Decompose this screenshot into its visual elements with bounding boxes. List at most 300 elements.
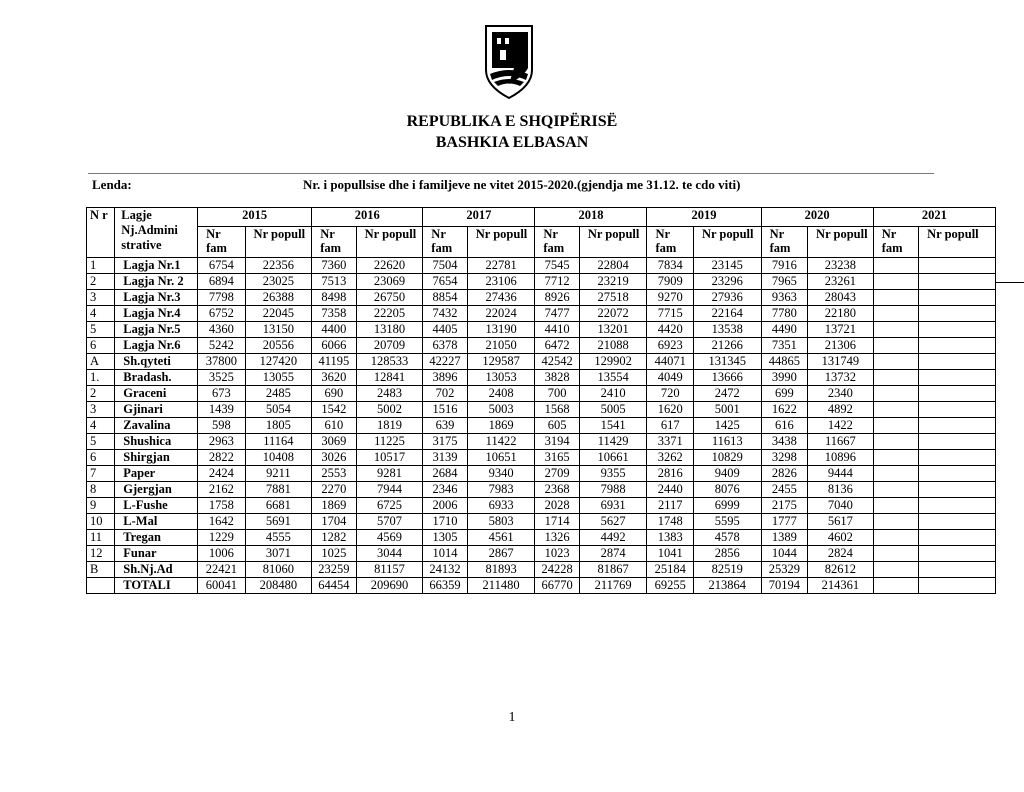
- table-row: [87, 546, 996, 562]
- cell-population: [919, 338, 996, 354]
- cell-families: 7545: [535, 258, 579, 274]
- cell-families: 7477: [535, 306, 579, 322]
- cell-families: 2424: [198, 466, 245, 482]
- header-divider: [88, 173, 934, 174]
- table-row: [87, 450, 996, 466]
- cell-population: [919, 562, 996, 578]
- cell-families: 7798: [198, 290, 245, 306]
- cell-families: 673: [198, 386, 245, 402]
- cell-population: 8136: [808, 482, 874, 498]
- cell-families: 2175: [761, 498, 807, 514]
- table-row: [87, 354, 996, 370]
- cell-population: 22164: [693, 306, 761, 322]
- cell-families: 42227: [423, 354, 467, 370]
- cell-families: 7712: [535, 274, 579, 290]
- cell-population: 6999: [693, 498, 761, 514]
- cell-families: 1748: [647, 514, 693, 530]
- cell-families: 1542: [312, 402, 356, 418]
- cell-population: 4602: [808, 530, 874, 546]
- row-index: 3: [87, 402, 115, 418]
- cell-population: 22205: [356, 306, 423, 322]
- cell-population: 214361: [808, 578, 874, 594]
- cell-families: 3069: [312, 434, 356, 450]
- cell-population: 128533: [356, 354, 423, 370]
- cell-population: 7040: [808, 498, 874, 514]
- row-index: 1.: [87, 370, 115, 386]
- cell-families: 4420: [647, 322, 693, 338]
- cell-families: 6066: [312, 338, 356, 354]
- cell-population: [919, 450, 996, 466]
- cell-families: 2553: [312, 466, 356, 482]
- cell-population: 5002: [356, 402, 423, 418]
- cell-population: 22620: [356, 258, 423, 274]
- subheader-popull: Nr popull: [467, 227, 535, 258]
- subheader-fam: Nr fam: [647, 227, 693, 258]
- cell-families: 7715: [647, 306, 693, 322]
- table-row: [87, 386, 996, 402]
- cell-families: 702: [423, 386, 467, 402]
- cell-families: 24228: [535, 562, 579, 578]
- row-index: 5: [87, 434, 115, 450]
- cell-population: 10829: [693, 450, 761, 466]
- cell-families: 6472: [535, 338, 579, 354]
- year-header: 2017: [423, 208, 535, 227]
- row-index: 10: [87, 514, 115, 530]
- subject-label: Lenda:: [92, 177, 132, 192]
- cell-population: 13055: [245, 370, 312, 386]
- year-header: 2015: [198, 208, 312, 227]
- cell-families: 7358: [312, 306, 356, 322]
- cell-population: 3044: [356, 546, 423, 562]
- cell-families: 1642: [198, 514, 245, 530]
- cell-families: 3896: [423, 370, 467, 386]
- cell-families: 2028: [535, 498, 579, 514]
- cell-population: 9281: [356, 466, 423, 482]
- cell-population: 7983: [467, 482, 535, 498]
- cell-population: 13180: [356, 322, 423, 338]
- cell-families: 3990: [761, 370, 807, 386]
- cell-families: 25329: [761, 562, 807, 578]
- cell-population: 11429: [579, 434, 647, 450]
- cell-population: 10408: [245, 450, 312, 466]
- cell-families: [873, 258, 918, 274]
- cell-population: 81060: [245, 562, 312, 578]
- cell-population: 22356: [245, 258, 312, 274]
- cell-families: 3026: [312, 450, 356, 466]
- cell-families: 1025: [312, 546, 356, 562]
- cell-families: 4405: [423, 322, 467, 338]
- cell-families: 1758: [198, 498, 245, 514]
- subheader-fam: Nr fam: [873, 227, 918, 258]
- cell-families: 7513: [312, 274, 356, 290]
- cell-population: 23219: [579, 274, 647, 290]
- cell-families: 3620: [312, 370, 356, 386]
- cell-population: [919, 514, 996, 530]
- cell-population: 129587: [467, 354, 535, 370]
- cell-families: 1044: [761, 546, 807, 562]
- cell-families: [873, 402, 918, 418]
- row-name: Lagja Nr.1: [115, 258, 198, 274]
- cell-families: 1305: [423, 530, 467, 546]
- cell-families: 2816: [647, 466, 693, 482]
- cell-families: 7360: [312, 258, 356, 274]
- cell-families: 8498: [312, 290, 356, 306]
- cell-families: 9270: [647, 290, 693, 306]
- cell-families: 1777: [761, 514, 807, 530]
- cell-population: 5003: [467, 402, 535, 418]
- cell-population: 5803: [467, 514, 535, 530]
- cell-population: 2408: [467, 386, 535, 402]
- cell-population: 2410: [579, 386, 647, 402]
- cell-families: 6752: [198, 306, 245, 322]
- cell-population: 23069: [356, 274, 423, 290]
- cell-population: 20556: [245, 338, 312, 354]
- table-row: [87, 274, 996, 290]
- cell-population: 9211: [245, 466, 312, 482]
- subheader-popull: Nr popull: [808, 227, 874, 258]
- row-name: Sh.Nj.Ad: [115, 562, 198, 578]
- cell-families: 70194: [761, 578, 807, 594]
- table-row: [87, 466, 996, 482]
- cell-population: 2856: [693, 546, 761, 562]
- cell-population: 11667: [808, 434, 874, 450]
- cell-families: [873, 338, 918, 354]
- document-title-line2: BASHKIA ELBASAN: [435, 134, 589, 151]
- page-number: 1: [508, 710, 516, 725]
- cell-families: 9363: [761, 290, 807, 306]
- row-name: Tregan: [115, 530, 198, 546]
- cell-families: 1516: [423, 402, 467, 418]
- year-header: 2018: [535, 208, 647, 227]
- cell-population: 26388: [245, 290, 312, 306]
- cell-families: 699: [761, 386, 807, 402]
- cell-population: 5627: [579, 514, 647, 530]
- cell-families: 4490: [761, 322, 807, 338]
- cell-population: 2824: [808, 546, 874, 562]
- row-index: 9: [87, 498, 115, 514]
- cell-population: [919, 434, 996, 450]
- cell-population: 213864: [693, 578, 761, 594]
- row-index: A: [87, 354, 115, 370]
- cell-families: 2709: [535, 466, 579, 482]
- cell-families: 690: [312, 386, 356, 402]
- cell-families: 3262: [647, 450, 693, 466]
- cell-population: [919, 354, 996, 370]
- cell-population: 21088: [579, 338, 647, 354]
- cell-population: 13150: [245, 322, 312, 338]
- cell-population: 1869: [467, 418, 535, 434]
- row-index: 6: [87, 450, 115, 466]
- elbasan-emblem-icon: [484, 24, 534, 100]
- cell-families: 2162: [198, 482, 245, 498]
- column-header-nr: N r: [87, 208, 115, 258]
- cell-population: 27518: [579, 290, 647, 306]
- cell-population: 82519: [693, 562, 761, 578]
- cell-population: 21266: [693, 338, 761, 354]
- cell-population: 2340: [808, 386, 874, 402]
- cell-population: 23145: [693, 258, 761, 274]
- cell-population: 5001: [693, 402, 761, 418]
- cell-families: [873, 290, 918, 306]
- row-index: 2: [87, 274, 115, 290]
- cell-population: 211769: [579, 578, 647, 594]
- cell-families: [873, 386, 918, 402]
- cell-families: 3525: [198, 370, 245, 386]
- row-name: Zavalina: [115, 418, 198, 434]
- cell-families: 3175: [423, 434, 467, 450]
- cell-population: [919, 466, 996, 482]
- cell-population: [919, 402, 996, 418]
- row-name: Lagja Nr. 2: [115, 274, 198, 290]
- year-header: 2019: [647, 208, 761, 227]
- cell-population: 22804: [579, 258, 647, 274]
- cell-families: 4400: [312, 322, 356, 338]
- cell-families: 617: [647, 418, 693, 434]
- cell-population: 4561: [467, 530, 535, 546]
- cell-population: 6681: [245, 498, 312, 514]
- cell-families: 23259: [312, 562, 356, 578]
- cell-population: 9409: [693, 466, 761, 482]
- cell-population: 81867: [579, 562, 647, 578]
- subheader-fam: Nr fam: [312, 227, 356, 258]
- cell-population: 81893: [467, 562, 535, 578]
- cell-population: [919, 306, 996, 322]
- table-row: [87, 418, 996, 434]
- cell-population: 5617: [808, 514, 874, 530]
- cell-families: 1439: [198, 402, 245, 418]
- cell-population: 5054: [245, 402, 312, 418]
- cell-population: 22024: [467, 306, 535, 322]
- row-name: Lagja Nr.5: [115, 322, 198, 338]
- cell-families: 7916: [761, 258, 807, 274]
- cell-population: 23106: [467, 274, 535, 290]
- row-index: 3: [87, 290, 115, 306]
- year-header: 2021: [873, 208, 995, 227]
- table-row: [87, 498, 996, 514]
- subheader-popull: Nr popull: [693, 227, 761, 258]
- row-index: 4: [87, 306, 115, 322]
- cell-families: 2346: [423, 482, 467, 498]
- cell-population: 209690: [356, 578, 423, 594]
- cell-population: 23261: [808, 274, 874, 290]
- cell-families: 3139: [423, 450, 467, 466]
- cell-families: 2117: [647, 498, 693, 514]
- cell-population: 9444: [808, 466, 874, 482]
- margin-line: [996, 282, 1024, 283]
- table-row: [87, 306, 996, 322]
- document-title-line1: REPUBLIKA E SHQIPËRISË: [406, 113, 618, 130]
- cell-population: 10896: [808, 450, 874, 466]
- cell-population: 13538: [693, 322, 761, 338]
- cell-families: 66359: [423, 578, 467, 594]
- cell-population: 131345: [693, 354, 761, 370]
- cell-population: 11613: [693, 434, 761, 450]
- table-row: [87, 514, 996, 530]
- cell-population: 11422: [467, 434, 535, 450]
- cell-population: 12841: [356, 370, 423, 386]
- row-index: 4: [87, 418, 115, 434]
- subheader-popull: Nr popull: [919, 227, 996, 258]
- cell-families: 5242: [198, 338, 245, 354]
- cell-families: 1869: [312, 498, 356, 514]
- row-index: 1: [87, 258, 115, 274]
- cell-population: 27436: [467, 290, 535, 306]
- cell-families: 66770: [535, 578, 579, 594]
- cell-families: 6923: [647, 338, 693, 354]
- cell-population: [919, 274, 996, 290]
- column-header-lagje: Lagje Nj.Admini strative: [115, 208, 198, 258]
- row-index: 2: [87, 386, 115, 402]
- cell-population: 27936: [693, 290, 761, 306]
- table-row: [87, 562, 996, 578]
- cell-families: 2440: [647, 482, 693, 498]
- cell-population: 2874: [579, 546, 647, 562]
- cell-families: 2270: [312, 482, 356, 498]
- cell-families: 7432: [423, 306, 467, 322]
- cell-families: 1023: [535, 546, 579, 562]
- cell-families: 1326: [535, 530, 579, 546]
- cell-families: [873, 498, 918, 514]
- cell-population: 23296: [693, 274, 761, 290]
- cell-population: 9340: [467, 466, 535, 482]
- cell-families: [873, 546, 918, 562]
- cell-population: 6725: [356, 498, 423, 514]
- cell-families: 44071: [647, 354, 693, 370]
- cell-population: 2867: [467, 546, 535, 562]
- row-name: Lagja Nr.4: [115, 306, 198, 322]
- subheader-popull: Nr popull: [356, 227, 423, 258]
- cell-population: 13721: [808, 322, 874, 338]
- cell-families: [873, 274, 918, 290]
- cell-families: 2455: [761, 482, 807, 498]
- cell-families: 1710: [423, 514, 467, 530]
- cell-population: 13053: [467, 370, 535, 386]
- row-name: L-Mal: [115, 514, 198, 530]
- row-name: Graceni: [115, 386, 198, 402]
- cell-population: 7881: [245, 482, 312, 498]
- row-index: 5: [87, 322, 115, 338]
- cell-population: 1819: [356, 418, 423, 434]
- cell-population: [919, 546, 996, 562]
- cell-population: 4569: [356, 530, 423, 546]
- cell-families: [873, 306, 918, 322]
- cell-population: 4492: [579, 530, 647, 546]
- table-row: [87, 322, 996, 338]
- year-header: 2020: [761, 208, 873, 227]
- cell-families: [873, 418, 918, 434]
- cell-families: 7965: [761, 274, 807, 290]
- cell-population: 129902: [579, 354, 647, 370]
- cell-families: [873, 322, 918, 338]
- row-name: L-Fushe: [115, 498, 198, 514]
- cell-population: 13201: [579, 322, 647, 338]
- cell-population: 23238: [808, 258, 874, 274]
- cell-families: 639: [423, 418, 467, 434]
- cell-families: 2684: [423, 466, 467, 482]
- cell-population: 9355: [579, 466, 647, 482]
- cell-families: 1568: [535, 402, 579, 418]
- subheader-fam: Nr fam: [535, 227, 579, 258]
- cell-population: 1541: [579, 418, 647, 434]
- cell-population: 13554: [579, 370, 647, 386]
- cell-families: 7654: [423, 274, 467, 290]
- table-row: [87, 402, 996, 418]
- cell-population: 2472: [693, 386, 761, 402]
- cell-population: [919, 530, 996, 546]
- row-index: 7: [87, 466, 115, 482]
- cell-families: 1704: [312, 514, 356, 530]
- cell-families: 6378: [423, 338, 467, 354]
- cell-families: [873, 482, 918, 498]
- cell-population: 21306: [808, 338, 874, 354]
- cell-families: 610: [312, 418, 356, 434]
- cell-families: 7351: [761, 338, 807, 354]
- cell-families: 4410: [535, 322, 579, 338]
- cell-population: 82612: [808, 562, 874, 578]
- row-name: Gjergjan: [115, 482, 198, 498]
- cell-families: [873, 530, 918, 546]
- cell-families: [873, 562, 918, 578]
- table-row: [87, 434, 996, 450]
- cell-population: [919, 386, 996, 402]
- table-row: [87, 258, 996, 274]
- cell-families: 4360: [198, 322, 245, 338]
- cell-families: 3371: [647, 434, 693, 450]
- cell-population: 13666: [693, 370, 761, 386]
- cell-population: 7988: [579, 482, 647, 498]
- row-name: Shushica: [115, 434, 198, 450]
- cell-families: [873, 370, 918, 386]
- cell-families: 6894: [198, 274, 245, 290]
- cell-population: 1805: [245, 418, 312, 434]
- cell-population: 4892: [808, 402, 874, 418]
- cell-families: 700: [535, 386, 579, 402]
- subheader-popull: Nr popull: [245, 227, 312, 258]
- cell-population: [919, 418, 996, 434]
- cell-population: 6931: [579, 498, 647, 514]
- cell-population: 4578: [693, 530, 761, 546]
- cell-families: 3298: [761, 450, 807, 466]
- cell-families: 1389: [761, 530, 807, 546]
- cell-families: 24132: [423, 562, 467, 578]
- cell-population: 3071: [245, 546, 312, 562]
- cell-families: 41195: [312, 354, 356, 370]
- row-name: Shirgjan: [115, 450, 198, 466]
- subheader-fam: Nr fam: [198, 227, 245, 258]
- cell-families: 2368: [535, 482, 579, 498]
- table-row: [87, 578, 996, 594]
- cell-families: 3438: [761, 434, 807, 450]
- cell-families: 6754: [198, 258, 245, 274]
- cell-population: 13732: [808, 370, 874, 386]
- cell-families: 1622: [761, 402, 807, 418]
- cell-families: 60041: [198, 578, 245, 594]
- cell-families: 7780: [761, 306, 807, 322]
- cell-families: 1041: [647, 546, 693, 562]
- cell-population: 28043: [808, 290, 874, 306]
- cell-families: 1282: [312, 530, 356, 546]
- row-name: Bradash.: [115, 370, 198, 386]
- cell-population: 131749: [808, 354, 874, 370]
- cell-population: 22072: [579, 306, 647, 322]
- cell-families: 1229: [198, 530, 245, 546]
- cell-families: 598: [198, 418, 245, 434]
- row-name: Lagja Nr.6: [115, 338, 198, 354]
- table-row: [87, 370, 996, 386]
- cell-population: [919, 322, 996, 338]
- cell-population: 8076: [693, 482, 761, 498]
- row-name: TOTALI: [115, 578, 198, 594]
